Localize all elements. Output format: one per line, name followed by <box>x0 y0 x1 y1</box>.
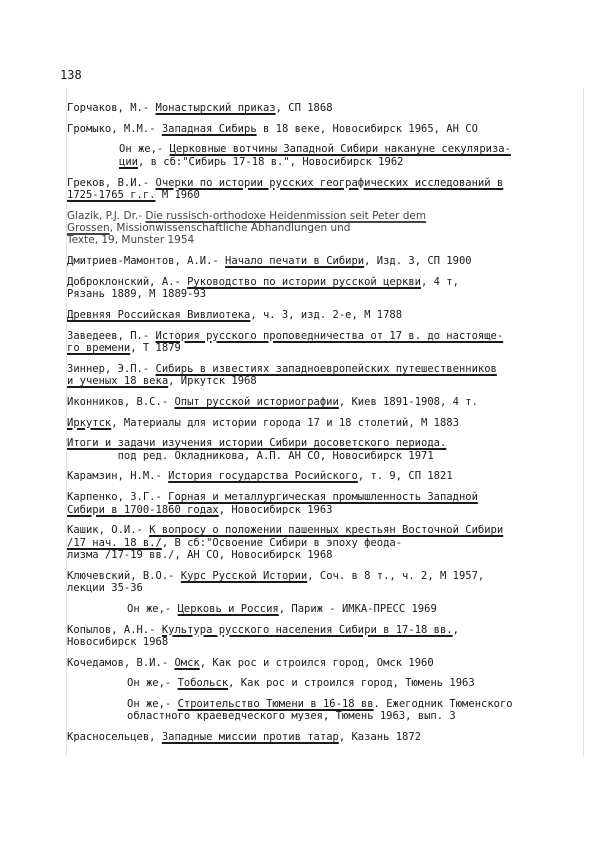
bibliography-list <box>67 102 575 752</box>
bib-entry: Горчаков, М.- Монастырский приказ, СП 1868 <box>67 102 333 114</box>
bib-entry: Он же,- Церковь и Россия, Париж - ИМКА-ПРЕСС 1969 <box>127 602 437 615</box>
page-number: 138 <box>60 68 82 82</box>
bib-entry: Греков, В.И.- Очерки по истории русских географических исследований в 1725-1765 г.г. М 1960 <box>67 176 504 201</box>
bib-entry: Ключевский, В.О.- Курс Русской Истории, Соч. в 8 т., ч. 2, М 1957, лекции 35-36 <box>67 569 485 595</box>
bib-entry: Иконников, В.С.- Опыт русской историографии, Киев 1891-1908, 4 т. <box>67 395 478 408</box>
bib-entry: Карамзин, Н.М.- История государства Росийского, т. 9, СП 1821 <box>67 470 453 483</box>
bib-entry: Карпенко, З.Г.- Горная и металлургическая промышленность Западной Сибири в 1700-1860 годах, Новосибирск 1963 <box>67 491 478 516</box>
bib-entry: Он же,- Строительство Тюмени в 16-18 вв. Ежегодник Тюменского областного краеведческого музея, Тюмень 1963, вып. 3 <box>127 698 513 723</box>
bib-entry: Кашик, О.И.- К вопросу о положении пашенных крестьян Восточной Сибири /17 нач. 18 в./, В сб:"Освоение Сибири в эпоху феода- лизма /17-19 вв./, АН СО, Новосибирск 1968 <box>67 524 504 562</box>
bib-entry: Доброклонский, А.- Руководство по истории русской церкви, 4 т, Рязань 1889, М 1889-93 <box>67 275 459 301</box>
bib-entry: Он же,- Церковные вотчины Западной Сибири накануне секуляриза- ции, в сб:"Сибирь 17-18 в.", Новосибирск 1962 <box>119 143 511 168</box>
bib-entry: Зиннер, Э.П.- Сибирь в известиях западноевропейских путешественников и ученых 18 века, Иркутск 1968 <box>67 362 497 388</box>
bib-entry: Красносельцев, Западные миссии против татар, Казань 1872 <box>67 731 422 744</box>
bib-entry: Итоги и задачи изучения истории Сибири досоветского периода. под ред. Окладникова, А.П. АН СО, Новосибирск 1971 <box>67 437 447 462</box>
bib-entry: Древняя Российская Вивлиотека, ч. 3, изд. 2-е, М 1788 <box>67 308 403 321</box>
bib-entry: Дмитриев-Мамонтов, А.И.- Начало печати в Сибири, Изд. 3, СП 1900 <box>67 255 472 268</box>
bib-entry: Громыко, М.М.- Западная Сибирь в 18 веке, Новосибирск 1965, АН СО <box>67 122 478 135</box>
bib-entry: Иркутск, Материалы для истории города 17 и 18 столетий, М 1883 <box>67 416 459 429</box>
bib-entry: Копылов, А.Н.- Культура русского населения Сибири в 17-18 вв., Новосибирск 1968 <box>67 623 459 648</box>
bib-entry: Заведеев, П.- История русского проповедничества от 17 в. до настояще- го времени, Т 1879 <box>67 329 504 355</box>
bib-entry: Glazik, P.J. Dr.- Die russisch-orthodoxe Heidenmission seit Peter dem Grossen, Missionwissenschaftliche Abhandlungen und Texte, 19, Munster 1954 <box>67 209 427 247</box>
page-margin-line <box>583 88 584 756</box>
bib-entry: Он же,- Тобольск, Как рос и строился город, Тюмень 1963 <box>127 677 475 690</box>
bib-entry: Кочедамов, В.И.- Омск, Как рос и строился город, Омск 1960 <box>67 656 434 669</box>
